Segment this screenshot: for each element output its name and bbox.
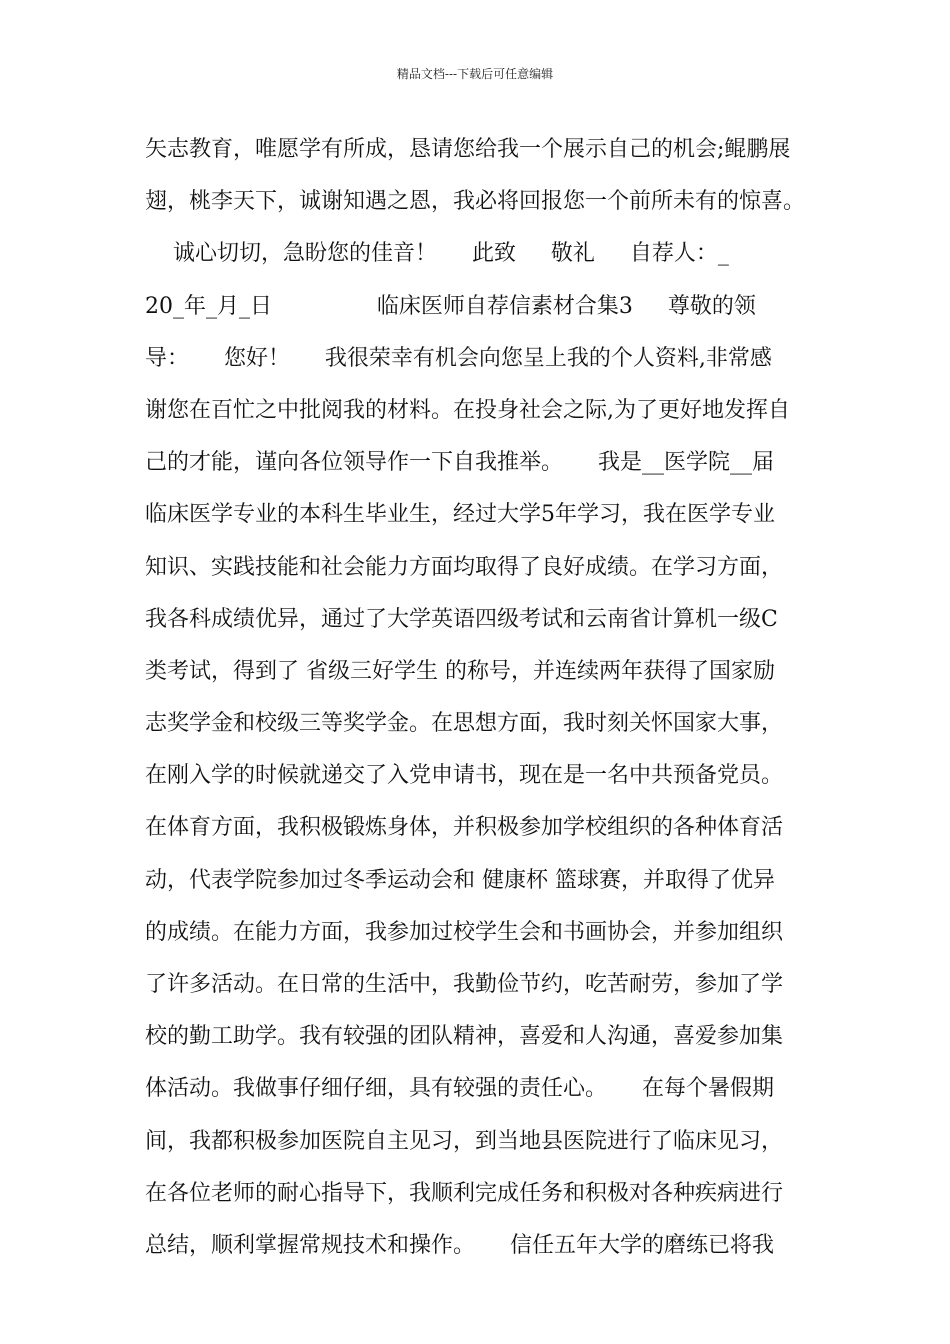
text-line: 矢志教育，唯愿学有所成，恳请您给我一个展示自己的机会;鲲鹏展 [145,137,791,162]
text-line: 导： 您好！ 我很荣幸有机会向您呈上我的个人资料,非常感 [145,345,772,371]
text-line: 翅，桃李天下，诚谢知遇之恩，我必将回报您一个前所未有的惊喜。 [145,189,806,215]
text-line: 体活动。我做事仔细仔细，具有较强的责任心。 在每个暑假期 [145,1076,774,1102]
text-line: 知识、实践技能和社会能力方面均取得了良好成绩。在学习方面， [145,554,784,580]
text-line: 总结，顺利掌握常规技术和操作。 信任五年大学的磨练已将我 [145,1232,774,1258]
text-line: 类考试，得到了 省级三好学生 的称号，并连续两年获得了国家励 [145,658,775,684]
text-line: 己的才能，谨向各位领导作一下自我推举。 我是__医学院__届 [145,450,774,476]
text-line: 在体育方面，我积极锻炼身体，并积极参加学校组织的各种体育活 [145,815,784,841]
text-line: 临床医学专业的本科生毕业生，经过大学5年学习，我在医学专业 [145,502,775,528]
text-line: 在各位老师的耐心指导下，我顺利完成任务和积极对各种疾病进行 [145,1180,784,1206]
text-line: 20_年_月_日 临床医师自荐信素材合集3 尊敬的领 [145,293,756,319]
text-line: 志奖学金和校级三等奖学金。在思想方面，我时刻关怀国家大事， [145,711,784,737]
text-line: 的成绩。在能力方面，我参加过校学生会和书画协会，并参加组织 [145,919,784,945]
text-line: 校的勤工助学。我有较强的团队精神，喜爱和人沟通，喜爱参加集 [145,1024,784,1050]
text-line: 在刚入学的时候就递交了入党申请书，现在是一名中共预备党员。 [145,763,784,789]
page-header: 精品文档---下载后可任意编辑 [396,67,554,81]
text-line: 我各科成绩优异，通过了大学英语四级考试和云南省计算机一级C [145,606,778,632]
text-line: 谢您在百忙之中批阅我的材料。在投身社会之际,为了更好地发挥自 [145,397,790,423]
text-line: 动，代表学院参加过冬季运动会和 健康杯 篮球赛，并取得了优异 [145,867,775,893]
text-line: 了许多活动。在日常的生活中，我勤俭节约，吃苦耐劳，参加了学 [145,972,784,997]
document-body [145,128,845,1276]
text-line: 诚心切切，急盼您的佳音！ 此致 敬礼 自荐人：_ [145,241,729,267]
text-line: 间，我都积极参加医院自主见习，到当地县医院进行了临床见习， [145,1128,784,1154]
